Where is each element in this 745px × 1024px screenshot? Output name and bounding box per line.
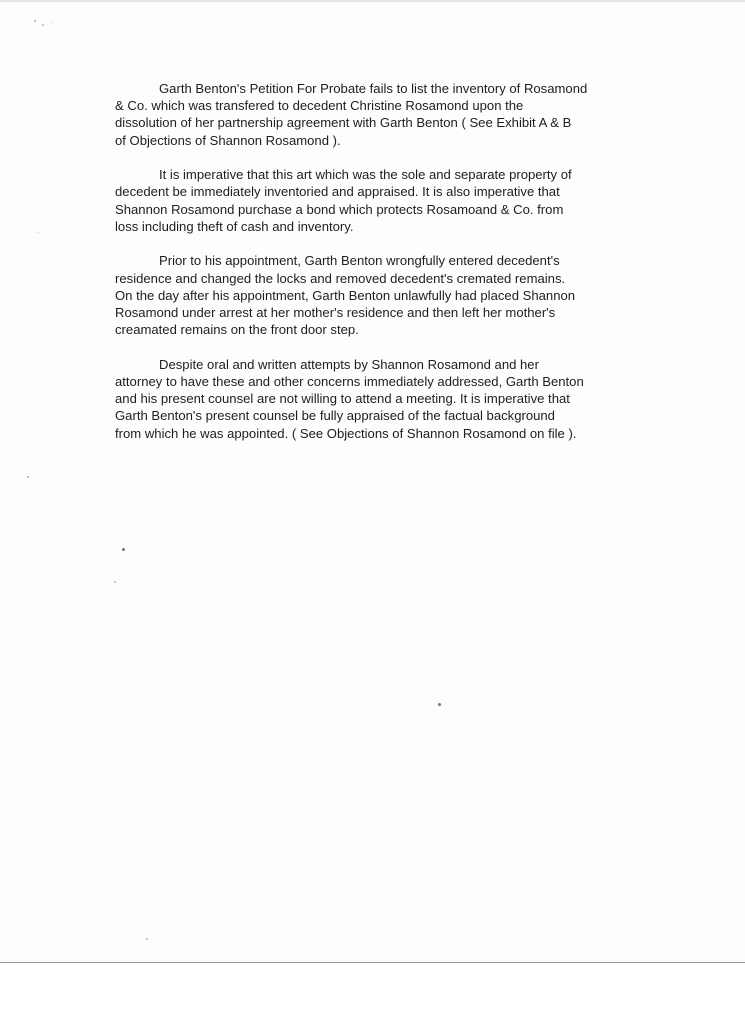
scan-speck bbox=[122, 548, 125, 551]
text-line: Prior to his appointment, Garth Benton wrongfully entered decedent's bbox=[159, 253, 560, 269]
text-line: and his present counsel are not willing to attend a meeting. It is imperative that bbox=[115, 391, 570, 407]
text-line: creamated remains on the front door step. bbox=[115, 322, 359, 338]
paragraph-counsel-meeting bbox=[115, 356, 650, 442]
scan-speck bbox=[438, 703, 441, 706]
text-line: attorney to have these and other concerns immediately addressed, Garth Benton bbox=[115, 374, 584, 390]
text-line: from which he was appointed. ( See Objections of Shannon Rosamond on file ). bbox=[115, 425, 577, 441]
text-line: Garth Benton's Petition For Probate fails to list the inventory of Rosamond bbox=[159, 81, 588, 96]
text-line: It is imperative that this art which was the sole and separate property of bbox=[159, 167, 572, 183]
text-line: residence and changed the locks and removed decedent's cremated remains. bbox=[115, 270, 566, 286]
scan-speck bbox=[34, 20, 36, 22]
text-line: & Co. which was transfered to decedent Christine Rosamond upon the bbox=[115, 98, 524, 114]
paragraph-appointment-events bbox=[115, 252, 650, 338]
scan-speck bbox=[42, 24, 44, 26]
scan-speck bbox=[114, 581, 116, 583]
scanner-background bbox=[0, 963, 745, 1024]
text-line: loss including theft of cash and inventory. bbox=[115, 218, 354, 234]
text-line: decedent be immediately inventoried and appraised. It is also imperative that bbox=[115, 184, 560, 200]
text-line: dissolution of her partnership agreement with Garth Benton ( See Exhibit A & B bbox=[115, 115, 572, 131]
text-line: Garth Benton's present counsel be fully appraised of the factual background bbox=[115, 408, 555, 424]
text-line: Rosamond under arrest at her mother's residence and then left her mother's bbox=[115, 305, 556, 321]
text-line: of Objections of Shannon Rosamond ). bbox=[115, 132, 341, 148]
text-line: On the day after his appointment, Garth Benton unlawfully had placed Shannon bbox=[115, 287, 576, 303]
text-line: Shannon Rosamond purchase a bond which protects Rosamoand & Co. from bbox=[115, 201, 564, 217]
scan-speck bbox=[51, 22, 52, 23]
paragraph-appraisal-bond bbox=[115, 166, 650, 235]
scan-speck bbox=[146, 938, 148, 940]
page-top-edge bbox=[0, 0, 745, 2]
scan-speck bbox=[38, 232, 39, 233]
letter-body bbox=[115, 80, 650, 459]
paragraph-petition-inventory bbox=[115, 80, 650, 149]
text-line: Despite oral and written attempts by Shannon Rosamond and her bbox=[159, 356, 539, 372]
scan-speck bbox=[27, 476, 29, 478]
